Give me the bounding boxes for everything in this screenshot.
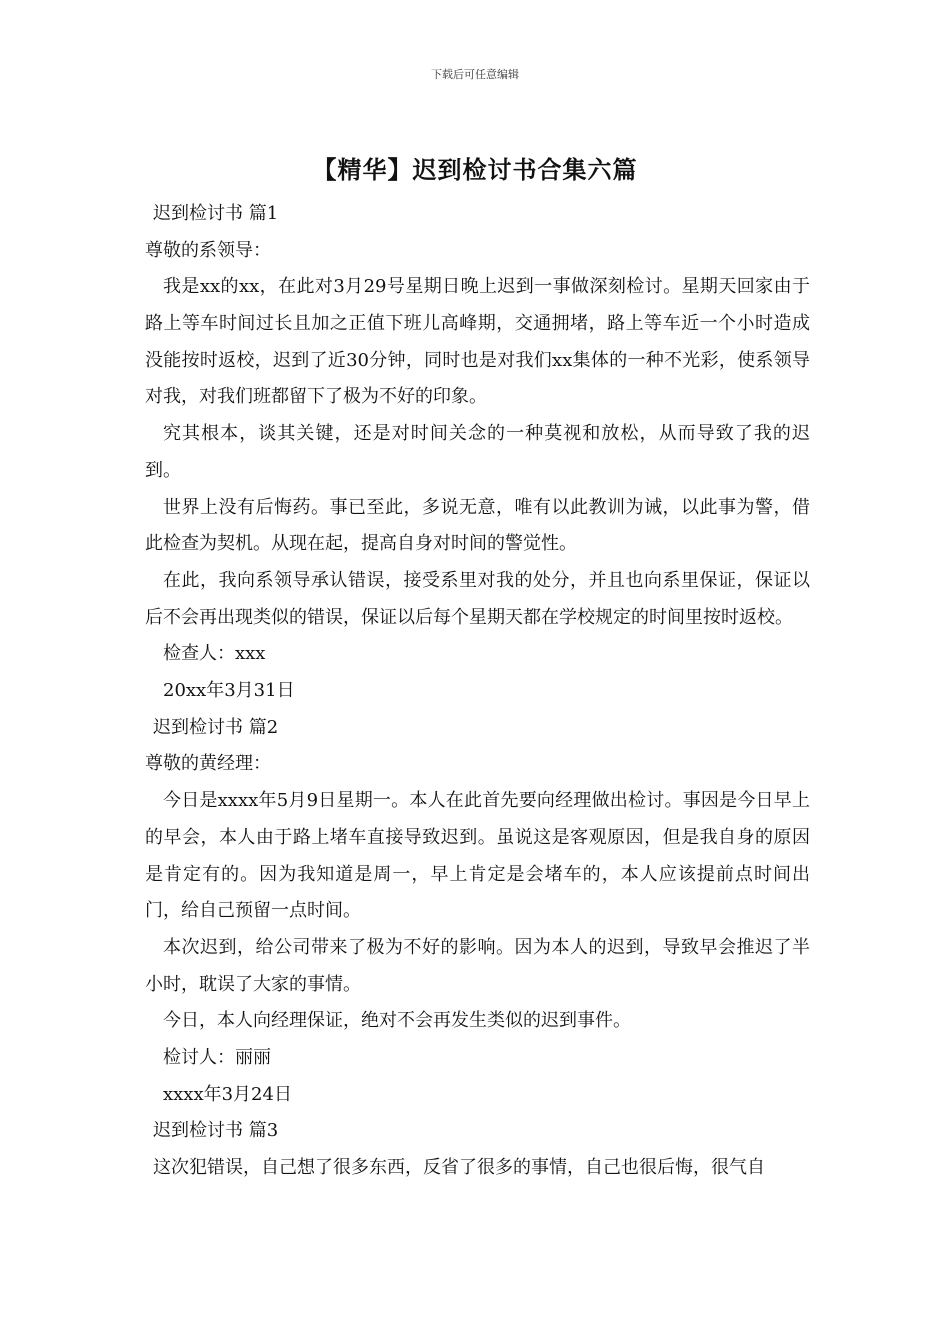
paragraph-first-line: 这次犯错误，自己想了很多东西，反省了很多的事情，自己也很后悔，很气自 [153,1157,765,1179]
paragraph: 我是xx的xx，在此对3月29号星期日晚上迟到一事做深刻检讨。星期天回家由于路上等车时间过长且加之正值下班儿高峰期，交通拥堵，路上等车近一个小时造成没能按时返校，迟到了近30分钟，同时也是对我们xx集体的一种不光彩，使系领导对我，对我们班都留下了极为不好的印象。 [145,276,810,408]
paragraph: 世界上没有后悔药。事已至此，多说无意，唯有以此教训为诫，以此事为警，借此检查为契机。从现在起，提高自身对时间的警觉性。 [145,496,810,555]
section-heading: 迟到检讨书 篇3 [153,1120,279,1142]
paragraph: 今日，本人向经理保证，绝对不会再发生类似的迟到事件。 [163,1010,631,1032]
signer: 检查人：xxx [163,643,266,665]
document-body [145,196,810,1187]
date: 20xx年3月31日 [163,680,295,702]
signer: 检讨人：丽丽 [163,1047,271,1069]
salutation: 尊敬的系领导： [145,239,271,261]
date: xxxx年3月24日 [163,1083,292,1105]
paragraph: 在此，我向系领导承认错误，接受系里对我的处分，并且也向系里保证，保证以后不会再出现类似的错误，保证以后每个星期天都在学校规定的时间里按时返校。 [145,570,810,628]
salutation: 尊敬的黄经理： [145,753,271,775]
section-heading: 迟到检讨书 篇1 [153,203,279,224]
header-note: 下载后可任意编辑 [431,68,519,81]
document-title: 【精华】迟到检讨书合集六篇 [312,156,638,184]
paragraph: 今日是xxxx年5月9日星期一。本人在此首先要向经理做出检讨。事因是今日早上的早会，本人由于路上堵车直接导致迟到。虽说这是客观原因，但是我自身的原因是肯定有的。因为我知道是周一，早上肯定是会堵车的，本人应该提前点时间出门，给自己预留一点时间。 [145,790,810,922]
section-heading: 迟到检讨书 篇2 [153,716,279,738]
paragraph: 本次迟到，给公司带来了极为不好的影响。因为本人的迟到，导致早会推迟了半小时，耽误了大家的事情。 [145,936,810,995]
paragraph: 究其根本，谈其关键，还是对时间关念的一种莫视和放松，从而导致了我的迟到。 [145,423,810,481]
